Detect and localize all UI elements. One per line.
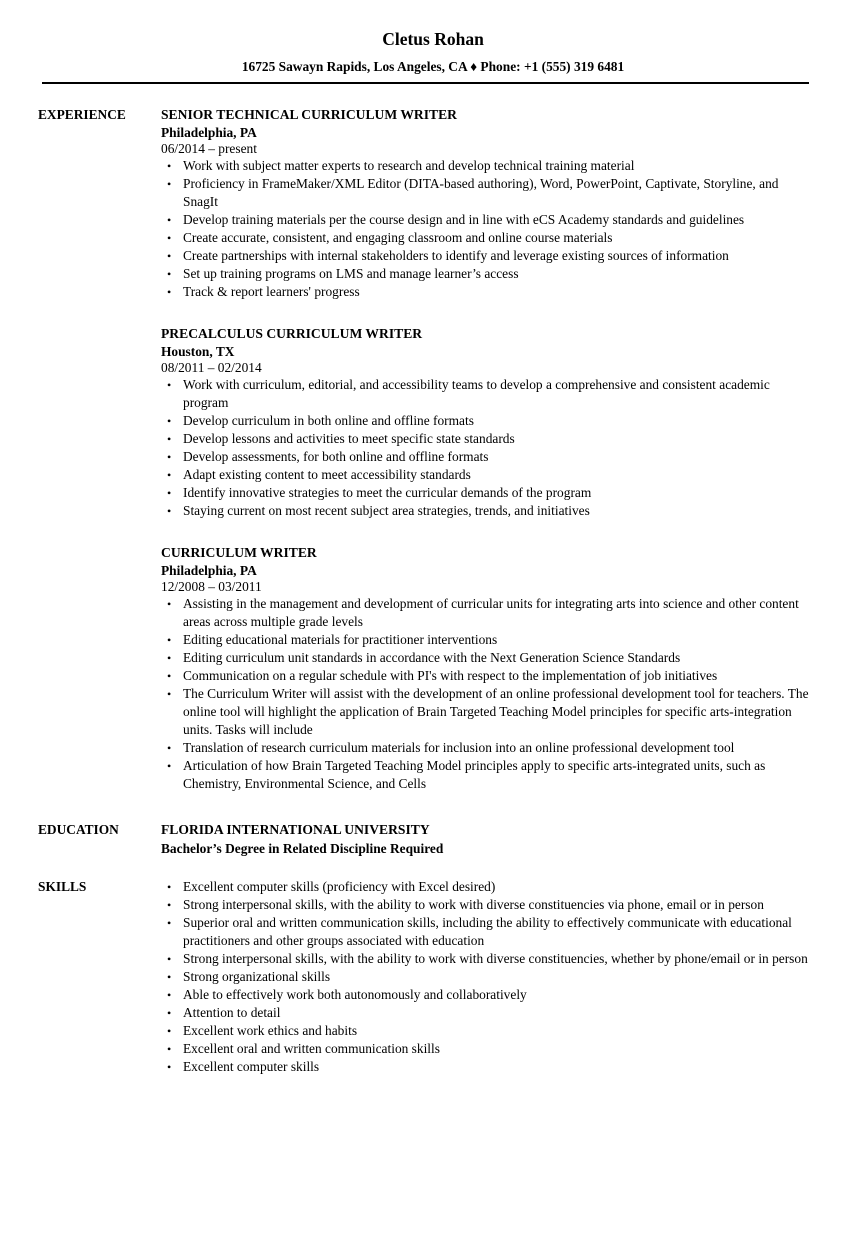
job-bullet: • Develop assessments, for both online and offline formats — [183, 448, 816, 466]
skill-item: • Able to effectively work both autonomously and collaboratively — [183, 986, 816, 1004]
skills-body — [161, 878, 866, 1076]
job-title: SENIOR TECHNICAL CURRICULUM WRITER — [161, 107, 457, 122]
job-bullet: • Adapt existing content to meet accessibility standards — [183, 466, 816, 484]
job-bullet: • Develop lessons and activities to meet specific state standards — [183, 430, 816, 448]
job-bullet: • Work with subject matter experts to research and develop technical training material — [183, 157, 816, 175]
section-title-experience: EXPERIENCE — [38, 107, 126, 122]
job-dates: 12/2008 – 03/2011 — [161, 579, 262, 594]
job-entry — [161, 325, 816, 520]
job-bullet: • Work with curriculum, editorial, and accessibility teams to develop a comprehensive and consistent academic program — [183, 376, 816, 412]
job-bullet-list — [161, 157, 816, 301]
skill-item: • Strong interpersonal skills, with the ability to work with diverse constituencies, whether by phone/email or in person — [183, 950, 816, 968]
job-location: Philadelphia, PA — [161, 125, 257, 140]
skill-item: • Excellent oral and written communication skills — [183, 1040, 816, 1058]
job-title: CURRICULUM WRITER — [161, 545, 317, 560]
job-bullet: • Set up training programs on LMS and manage learner’s access — [183, 265, 816, 283]
job-bullet: • Identify innovative strategies to meet the curricular demands of the program — [183, 484, 816, 502]
skill-item: • Strong organizational skills — [183, 968, 816, 986]
job-location: Philadelphia, PA — [161, 563, 257, 578]
experience-section — [38, 106, 866, 793]
skill-item: • Superior oral and written communication skills, including the ability to effectively communicate with educational practitioners and other groups associated with education — [183, 914, 816, 950]
skills-list — [161, 878, 816, 1076]
job-bullet: • Assisting in the management and development of curricular units for integrating arts into science and other content areas across multiple grade levels — [183, 595, 816, 631]
job-entry — [161, 106, 816, 301]
job-bullet: • Articulation of how Brain Targeted Teaching Model principles apply to specific arts-integrated units, such as Chemistry, Environmental Science, and Cells — [183, 757, 816, 793]
section-title-education: EDUCATION — [38, 822, 119, 837]
skill-item: • Excellent computer skills — [183, 1058, 816, 1076]
education-body — [161, 821, 866, 858]
education-section — [38, 821, 866, 858]
job-location: Houston, TX — [161, 344, 235, 359]
skill-item: • Strong interpersonal skills, with the ability to work with diverse constituencies via phone, email or in person — [183, 896, 816, 914]
job-bullet: • Communication on a regular schedule with PI's with respect to the implementation of job initiatives — [183, 667, 816, 685]
skills-section — [38, 878, 866, 1076]
job-bullet: • Develop training materials per the course design and in line with eCS Academy standards and guidelines — [183, 211, 816, 229]
job-dates: 06/2014 – present — [161, 141, 257, 156]
job-bullet: • Editing curriculum unit standards in accordance with the Next Generation Science Standards — [183, 649, 816, 667]
school-name: FLORIDA INTERNATIONAL UNIVERSITY — [161, 822, 430, 837]
job-bullet: • Develop curriculum in both online and offline formats — [183, 412, 816, 430]
job-bullet: • Editing educational materials for practitioner interventions — [183, 631, 816, 649]
degree: Bachelor’s Degree in Related Discipline Required — [161, 841, 444, 856]
skill-item: • Excellent work ethics and habits — [183, 1022, 816, 1040]
job-bullet: • Proficiency in FrameMaker/XML Editor (DITA-based authoring), Word, PowerPoint, Captivate, Storyline, and SnagIt — [183, 175, 816, 211]
skill-item: • Excellent computer skills (proficiency with Excel desired) — [183, 878, 816, 896]
job-bullet-list — [161, 376, 816, 520]
experience-body — [161, 106, 866, 793]
job-entry — [161, 544, 816, 793]
job-bullet: • Translation of research curriculum materials for inclusion into an online professional development tool — [183, 739, 816, 757]
job-bullet-list — [161, 595, 816, 793]
header-divider — [42, 82, 809, 84]
skill-item: • Attention to detail — [183, 1004, 816, 1022]
job-bullet: • Staying current on most recent subject area strategies, trends, and initiatives — [183, 502, 816, 520]
job-bullet: • Track & report learners' progress — [183, 283, 816, 301]
candidate-name: Cletus Rohan — [382, 29, 484, 49]
job-title: PRECALCULUS CURRICULUM WRITER — [161, 326, 423, 341]
job-bullet: • The Curriculum Writer will assist with the development of an online professional development tool for teachers. The online tool will highlight the application of Brain Targeted Teaching Model principles for specific arts-integration units. Tasks will include — [183, 685, 816, 739]
job-bullet: • Create accurate, consistent, and engaging classroom and online course materials — [183, 229, 816, 247]
job-dates: 08/2011 – 02/2014 — [161, 360, 262, 375]
section-title-skills: SKILLS — [38, 879, 87, 894]
contact-line: 16725 Sawayn Rapids, Los Angeles, CA ♦ Phone: +1 (555) 319 6481 — [241, 59, 625, 74]
job-bullet: • Create partnerships with internal stakeholders to identify and leverage existing sources of information — [183, 247, 816, 265]
